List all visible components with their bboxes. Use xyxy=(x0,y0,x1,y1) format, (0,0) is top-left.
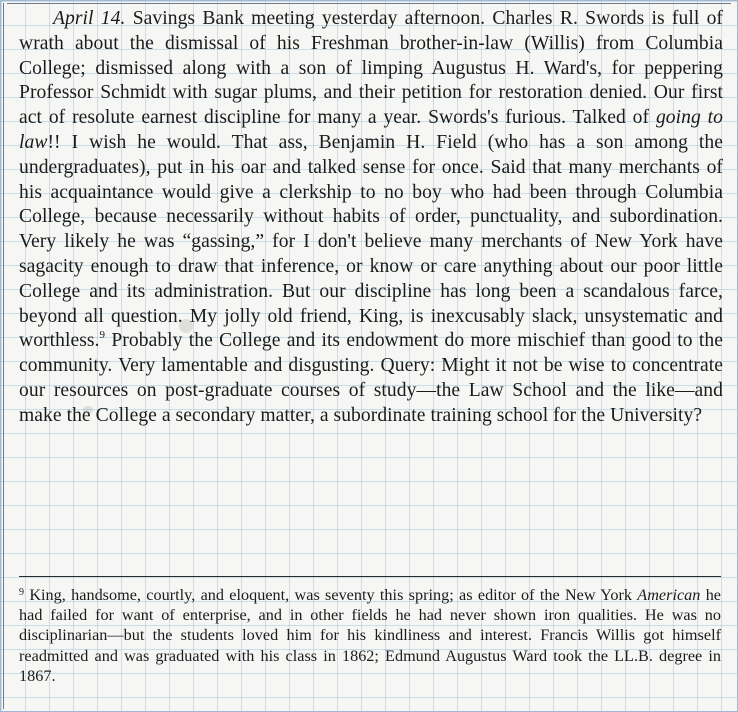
footnote-divider xyxy=(19,576,721,577)
footnote xyxy=(19,585,721,686)
page-left-edge xyxy=(3,3,4,709)
entry-text-part-2: !! I wish he would. That ass, Benjamin H. Field (who has a son among the undergraduates), put in his oar and talked sense for once. Said that many merchants of his acquaintance would give a clerkship to no boy who had been through Columbia College, because necessarily without habits of order, punctuality, and subordination. Very likely he was “gassing,” for I don't believe many merchants of New York have sagacity enough to draw that inference, or know or care anything about our poor little College and its administration. But our discipline has long been a scandalous farce, beyond all question. My jolly old friend, King, is inexcusably slack, unsystematic and worthless. xyxy=(19,131,723,352)
ink-smudge xyxy=(83,406,93,414)
footnote-italic-word: American xyxy=(637,586,701,604)
footnote-text-part-1: King, handsome, courtly, and eloquent, was seventy this spring; as editor of the New York xyxy=(29,586,632,604)
entry-italic-phrase: going to law xyxy=(19,107,724,153)
ink-smudge xyxy=(179,319,193,333)
entry-date: April 14. xyxy=(53,8,126,29)
entry-text-part-3: Probably the College and its endowment do more mischief than good to the community. Very lamentable and disgusting. Query: Might it not be wise to concentrate our resources on post-graduate courses of study—the Law School and the like—and make the College a secondary matter, a subordinate training school for the University? xyxy=(19,330,723,426)
page-top-edge xyxy=(7,3,731,4)
footnote-text-part-2: he had failed for want of enterprise, and in other fields he had never shown iron qualities. He was no disciplinarian—but the students loved him for his kindliness and interest. Francis Willis got himself readmitted and was graduated with his class in 1862; Edmund Augustus Ward took the LL.B. degree in 1867. xyxy=(19,586,722,685)
footnote-reference[interactable]: 9 xyxy=(99,329,106,342)
diary-entry xyxy=(19,7,723,429)
entry-text-part-1: Savings Bank meeting yesterday afternoon. Charles R. Swords is full of wrath about the dismissal of his Freshman brother-in-law (Willis) from Columbia College; dismissed along with a son of limping Augustus H. Ward's, for peppering Professor Schmidt with sugar plums, and their petition for restoration denied. Our first act of resolute earnest discipline for many a year. Swords's furious. Talked of xyxy=(19,8,724,129)
footnote-marker: 9 xyxy=(19,587,25,598)
